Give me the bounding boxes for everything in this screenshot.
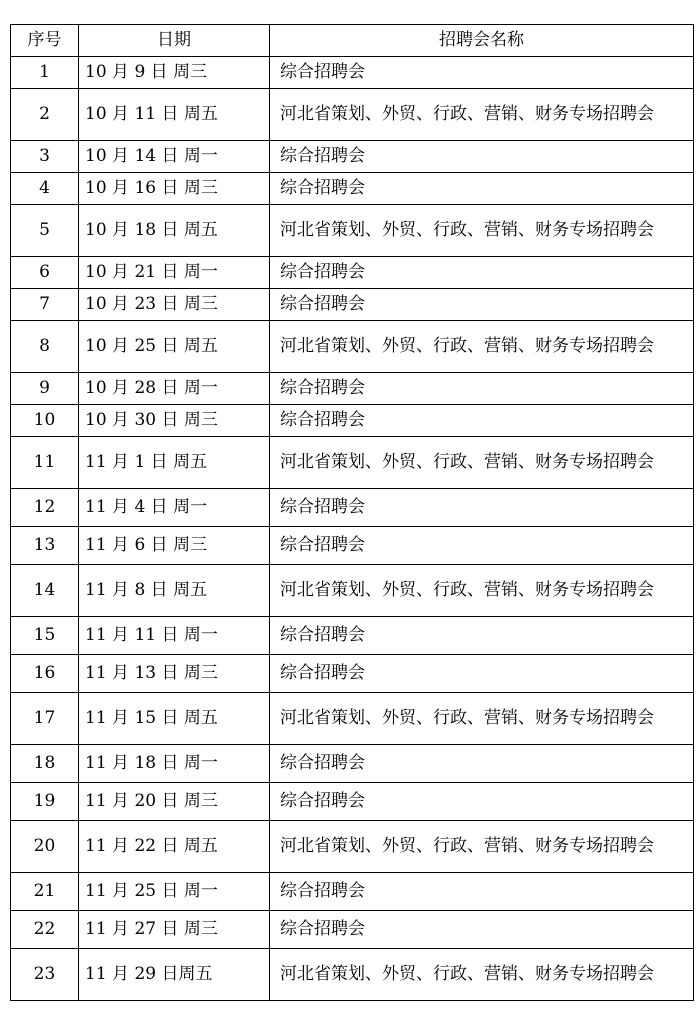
cell-date: 10 月 11 日 周五 (79, 89, 270, 141)
cell-date: 10 月 21 日 周一 (79, 257, 270, 289)
table-row (11, 405, 694, 437)
cell-name: 综合招聘会 (270, 405, 694, 437)
cell-date: 10 月 14 日 周一 (79, 141, 270, 173)
cell-date: 11 月 22 日 周五 (79, 821, 270, 873)
table-row (11, 141, 694, 173)
header-date: 日期 (79, 25, 270, 57)
table-row (11, 289, 694, 321)
cell-date: 11 月 6 日 周三 (79, 527, 270, 565)
table-header (11, 25, 694, 57)
table-row (11, 89, 694, 141)
cell-name: 综合招聘会 (270, 745, 694, 783)
table-row (11, 655, 694, 693)
cell-date: 10 月 9 日 周三 (79, 57, 270, 89)
table-row (11, 617, 694, 655)
cell-date: 11 月 13 日 周三 (79, 655, 270, 693)
cell-date: 10 月 25 日 周五 (79, 321, 270, 373)
cell-no: 12 (11, 489, 79, 527)
table-row (11, 873, 694, 911)
table-row (11, 173, 694, 205)
cell-no: 13 (11, 527, 79, 565)
cell-date: 10 月 23 日 周三 (79, 289, 270, 321)
cell-date: 11 月 25 日 周一 (79, 873, 270, 911)
cell-name: 综合招聘会 (270, 489, 694, 527)
cell-name: 河北省策划、外贸、行政、营销、财务专场招聘会 (270, 321, 694, 373)
cell-no: 11 (11, 437, 79, 489)
cell-date: 11 月 29 日周五 (79, 949, 270, 1001)
cell-date: 11 月 15 日 周五 (79, 693, 270, 745)
cell-no: 15 (11, 617, 79, 655)
cell-date: 10 月 18 日 周五 (79, 205, 270, 257)
header-row (11, 25, 694, 57)
cell-no: 10 (11, 405, 79, 437)
header-name: 招聘会名称 (270, 25, 694, 57)
table-row (11, 911, 694, 949)
cell-name: 综合招聘会 (270, 173, 694, 205)
cell-no: 9 (11, 373, 79, 405)
cell-name: 河北省策划、外贸、行政、营销、财务专场招聘会 (270, 437, 694, 489)
cell-no: 19 (11, 783, 79, 821)
cell-no: 22 (11, 911, 79, 949)
cell-name: 综合招聘会 (270, 527, 694, 565)
cell-name: 河北省策划、外贸、行政、营销、财务专场招聘会 (270, 565, 694, 617)
table-body (11, 57, 694, 1001)
cell-name: 河北省策划、外贸、行政、营销、财务专场招聘会 (270, 949, 694, 1001)
cell-name: 综合招聘会 (270, 655, 694, 693)
table-row (11, 821, 694, 873)
cell-name: 综合招聘会 (270, 57, 694, 89)
cell-no: 23 (11, 949, 79, 1001)
cell-date: 11 月 8 日 周五 (79, 565, 270, 617)
cell-no: 21 (11, 873, 79, 911)
cell-no: 16 (11, 655, 79, 693)
table-row (11, 437, 694, 489)
cell-name: 综合招聘会 (270, 911, 694, 949)
cell-date: 11 月 1 日 周五 (79, 437, 270, 489)
table-row (11, 527, 694, 565)
cell-name: 综合招聘会 (270, 141, 694, 173)
cell-no: 2 (11, 89, 79, 141)
cell-name: 综合招聘会 (270, 617, 694, 655)
cell-name: 综合招聘会 (270, 289, 694, 321)
cell-no: 7 (11, 289, 79, 321)
table-row (11, 783, 694, 821)
table-row (11, 57, 694, 89)
cell-name: 河北省策划、外贸、行政、营销、财务专场招聘会 (270, 693, 694, 745)
job-fair-schedule-table (10, 24, 694, 1001)
cell-no: 8 (11, 321, 79, 373)
cell-no: 6 (11, 257, 79, 289)
cell-name: 综合招聘会 (270, 257, 694, 289)
header-no: 序号 (11, 25, 79, 57)
cell-date: 11 月 20 日 周三 (79, 783, 270, 821)
cell-date: 10 月 30 日 周三 (79, 405, 270, 437)
table-row (11, 949, 694, 1001)
cell-name: 河北省策划、外贸、行政、营销、财务专场招聘会 (270, 821, 694, 873)
cell-name: 综合招聘会 (270, 873, 694, 911)
table-row (11, 373, 694, 405)
cell-no: 17 (11, 693, 79, 745)
cell-date: 11 月 18 日 周一 (79, 745, 270, 783)
cell-no: 14 (11, 565, 79, 617)
cell-date: 10 月 28 日 周一 (79, 373, 270, 405)
table-row (11, 205, 694, 257)
table-row (11, 745, 694, 783)
cell-date: 10 月 16 日 周三 (79, 173, 270, 205)
cell-date: 11 月 4 日 周一 (79, 489, 270, 527)
cell-date: 11 月 11 日 周一 (79, 617, 270, 655)
cell-name: 综合招聘会 (270, 373, 694, 405)
cell-date: 11 月 27 日 周三 (79, 911, 270, 949)
table-row (11, 321, 694, 373)
cell-no: 4 (11, 173, 79, 205)
cell-name: 河北省策划、外贸、行政、营销、财务专场招聘会 (270, 205, 694, 257)
table-row (11, 565, 694, 617)
cell-no: 5 (11, 205, 79, 257)
cell-no: 3 (11, 141, 79, 173)
table-row (11, 257, 694, 289)
cell-name: 河北省策划、外贸、行政、营销、财务专场招聘会 (270, 89, 694, 141)
cell-no: 18 (11, 745, 79, 783)
table-row (11, 489, 694, 527)
cell-no: 1 (11, 57, 79, 89)
cell-name: 综合招聘会 (270, 783, 694, 821)
cell-no: 20 (11, 821, 79, 873)
table-row (11, 693, 694, 745)
